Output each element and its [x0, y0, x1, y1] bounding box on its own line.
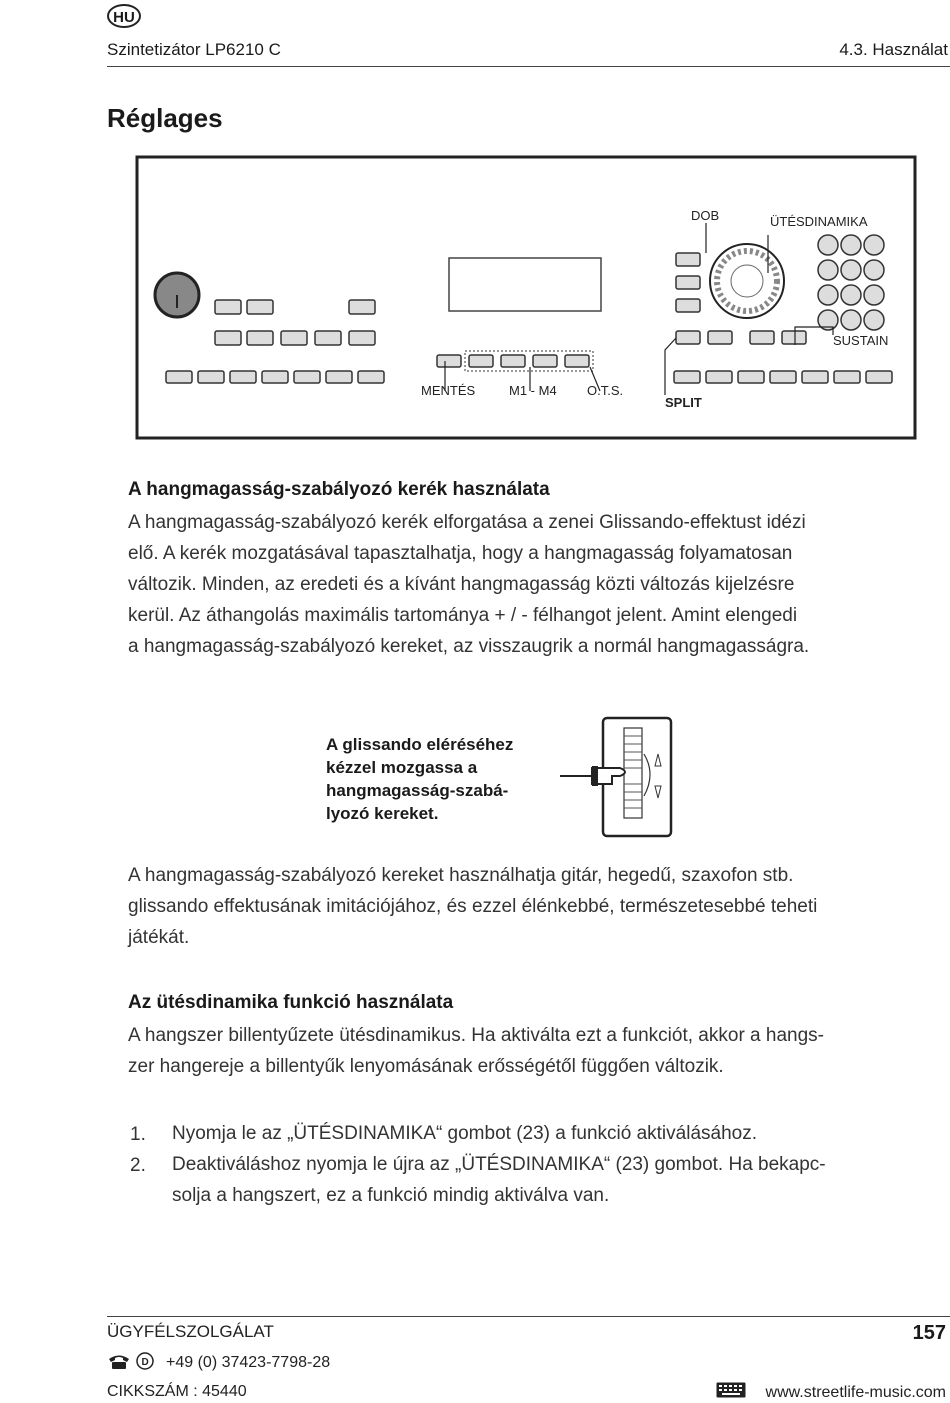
- pitch-wheel-hand-icon: [558, 716, 678, 840]
- number-keypad: [818, 235, 884, 330]
- label-m1m4: M1 - M4: [509, 383, 557, 398]
- label-ots: O.T.S.: [587, 383, 624, 398]
- step-number: 1.: [130, 1124, 146, 1145]
- section-heading-pitch-wheel: A hangmagasság-szabályozó kerék használata: [128, 479, 550, 500]
- label-dob: DOB: [691, 208, 720, 223]
- section-heading-touch-response: Az ütésdinamika funkció használata: [128, 992, 454, 1013]
- footer-article: CIKKSZÁM : 45440: [107, 1383, 247, 1400]
- page-title: Réglages: [107, 103, 223, 133]
- text-line: Deaktiváláshoz nyomja le újra az „ÜTÉSDINAMIKA“ (23) gombot. Ha bekapc-: [172, 1154, 826, 1175]
- callout-line: lyozó kereket.: [326, 804, 439, 823]
- page-number: 157: [912, 1322, 946, 1344]
- label-split: SPLIT: [665, 395, 702, 410]
- step-text: [172, 1149, 950, 1211]
- callout-line: kézzel mozgassa a: [326, 758, 478, 777]
- step-text: [172, 1118, 950, 1149]
- text-line: Nyomja le az „ÜTÉSDINAMIKA“ gombot (23) a funkció aktiválásához.: [172, 1123, 757, 1144]
- label-mentes: MENTÉS: [421, 383, 476, 398]
- header-product: Szintetizátor LP6210 C: [107, 40, 281, 59]
- language-badge: HU: [107, 4, 141, 28]
- callout-line: A glissando eléréséhez: [326, 735, 514, 754]
- text-line: glissando effektusának imitációjához, és ezzel élénkebbé, természetesebbé teheti: [128, 896, 818, 917]
- text-line: A hangmagasság-szabályozó kereket használhatja gitár, hegedű, szaxofon stb.: [128, 865, 794, 886]
- data-dial-icon: [710, 244, 784, 318]
- text-line: játékát.: [128, 927, 190, 948]
- glissando-paragraph: [128, 860, 950, 953]
- glissando-callout: [326, 733, 566, 825]
- section2-body: [128, 1020, 950, 1082]
- text-line: zer hangereje a billentyűk lenyomásának erősségétől függően változik.: [128, 1056, 724, 1077]
- section1-body: [128, 507, 950, 662]
- footer-phone: +49 (0) 37423-7798-28: [166, 1354, 331, 1371]
- phone-icon: [107, 1352, 159, 1370]
- volume-knob-icon: [155, 273, 199, 317]
- text-line: solja a hangszert, ez a funkció mindig aktiválva van.: [172, 1185, 610, 1206]
- text-line: A hangszer billentyűzete ütésdinamikus. Ha aktiválta ezt a funkciót, akkor a hangs-: [128, 1025, 824, 1046]
- header-divider: [107, 66, 950, 67]
- display-screen: [449, 258, 601, 311]
- footer-service: ÜGYFÉLSZOLGÁLAT: [107, 1322, 274, 1341]
- footer-divider: [107, 1316, 950, 1317]
- text-line: elő. A kerék mozgatásával tapasztalhatja, hogy a hangmagasság folyamatosan: [128, 543, 793, 564]
- label-utesdinamika: ÜTÉSDINAMIKA: [770, 214, 868, 229]
- text-line: változik. Minden, az eredeti és a kívánt hangmagasság közti változás kijelzésre: [128, 574, 795, 595]
- keyboard-panel-illustration: [135, 155, 917, 440]
- header-section: 4.3. Használat: [839, 40, 948, 59]
- text-line: a hangmagasság-szabályozó kereket, az visszaugrik a normál hangmagasságra.: [128, 636, 810, 657]
- keyboard-icon: [716, 1382, 746, 1398]
- text-line: A hangmagasság-szabályozó kerék elforgatása a zenei Glissando-effektust idézi: [128, 512, 806, 533]
- label-sustain: SUSTAIN: [833, 333, 889, 348]
- callout-line: hangmagasság-szabá-: [326, 781, 509, 800]
- step-number: 2.: [130, 1155, 146, 1176]
- footer-website[interactable]: www.streetlife-music.com: [765, 1384, 946, 1401]
- text-line: kerül. Az áthangolás maximális tartománya + / - félhangot jelent. Amint elengedi: [128, 605, 798, 626]
- svg-text:D: D: [141, 1357, 149, 1368]
